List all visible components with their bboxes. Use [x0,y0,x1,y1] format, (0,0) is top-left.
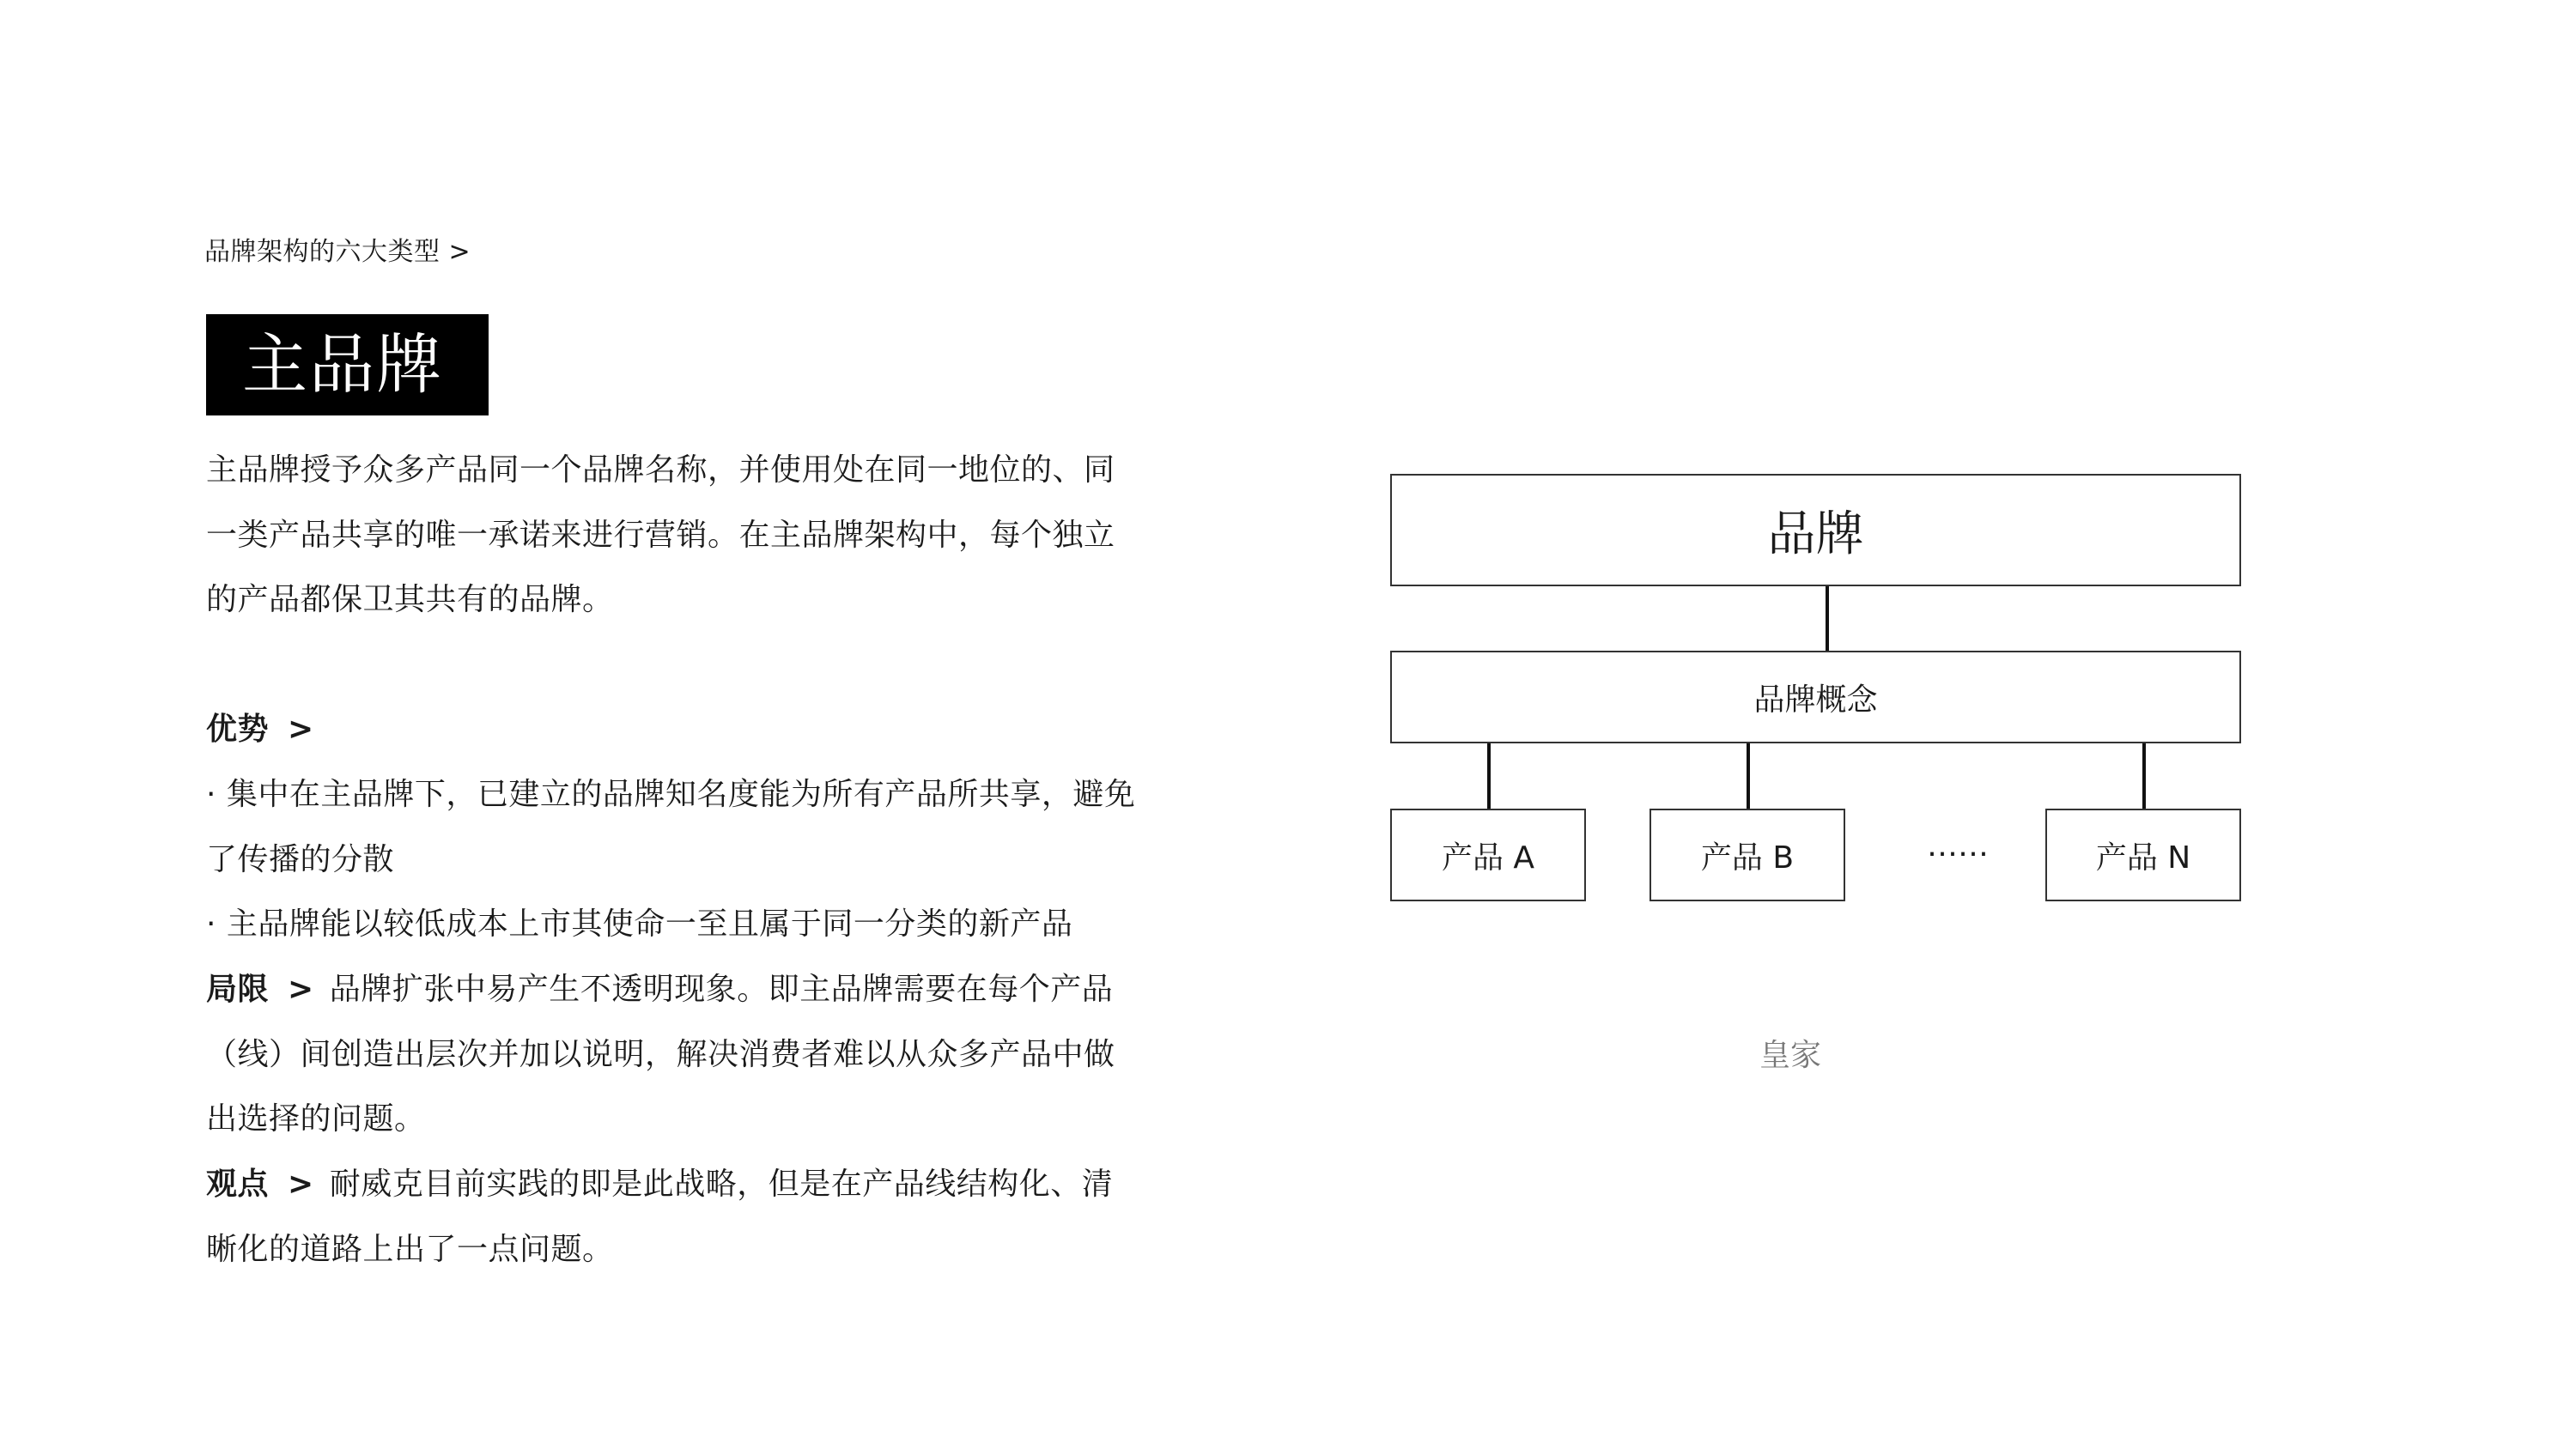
advantage-item-2: · 主品牌能以较低成本上市其使命一至且属于同一分类的新产品 [206,906,1073,942]
connector-concept-product-a [1487,743,1491,809]
viewpoint-label: 观点 [206,1167,270,1202]
product-n-label: 产品 N [2095,840,2191,876]
viewpoint-text: 耐威克目前实践的即是此战略，但是在产品线结构化、清晰化的道路上出了一点问题。 [206,1167,1114,1267]
limitations-label: 局限 [206,972,270,1007]
intro-paragraph: 主品牌授予众多产品同一个品牌名称，并使用处在同一地位的、同一类产品共享的唯一承诺来进行营销。在主品牌架构中，每个独立的产品都保卫其共有的品牌。 [206,452,1115,617]
product-b-label: 产品 B [1700,840,1795,876]
product-a-node [1390,809,1586,901]
advantages-label: 优势 [206,712,270,747]
product-n-node [2045,809,2241,901]
connector-brand-concept [1826,586,1829,651]
product-a-label: 产品 A [1441,840,1535,876]
limitations-arrow: > [288,972,314,1007]
advantage-item-1: · 集中在主品牌下，已建立的品牌知名度能为所有产品所共享，避免了传播的分散 [206,777,1136,877]
advantages-arrow: > [288,712,314,747]
brand-concept-label: 品牌概念 [1753,682,1878,718]
page-title: 主品牌 [242,326,443,403]
connector-concept-product-n [2142,743,2146,809]
brand-node-label: 品牌 [1767,506,1864,562]
breadcrumb: 品牌架构的六大类型 > [204,237,471,267]
brand-concept-node [1390,651,2241,743]
product-b-node [1649,809,1845,901]
viewpoint-arrow: > [288,1167,314,1202]
brand-node [1390,474,2241,586]
connector-concept-product-b [1747,743,1750,809]
diagram-caption: 皇家 [1759,1038,1821,1073]
products-ellipsis: …… [1927,828,1989,864]
limitations-text: 品牌扩张中易产生不透明现象。即主品牌需要在每个产品（线）间创造出层次并加以说明，解决消费者难以从众多产品中做出选择的问题。 [206,972,1115,1137]
